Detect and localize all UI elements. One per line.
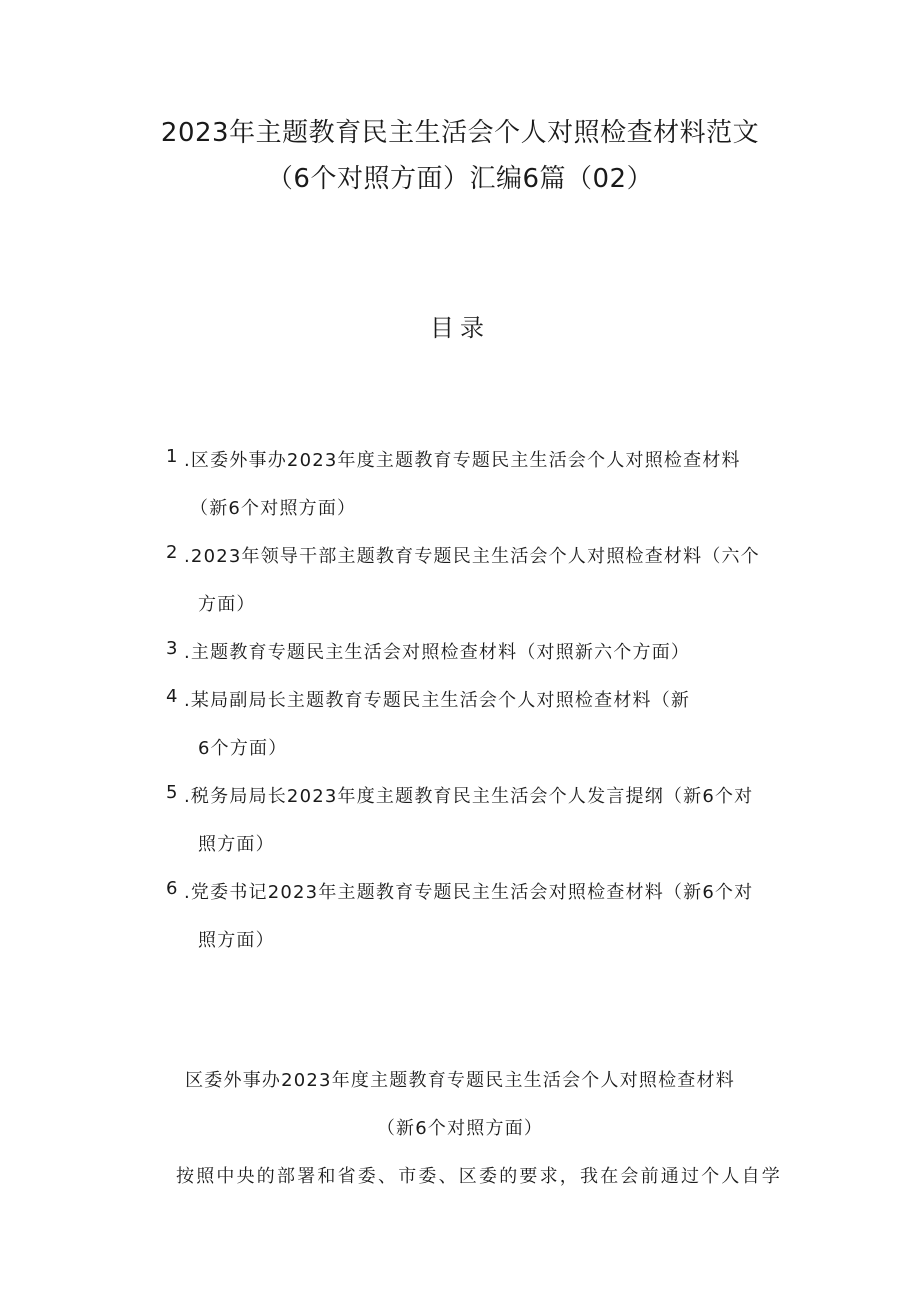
toc-item-text-continued: 照方面） [198,930,275,951]
toc-item-text-continued: （新6个对照方面） [190,498,357,519]
toc-item-text-continued: 6个方面） [198,738,288,759]
toc-item-number: 1 [166,446,179,467]
toc-item-number: 5 [166,782,179,803]
document-title-line-1: 2023年主题教育民主生活会个人对照检查材料范文 [160,118,760,148]
section-title-line-2: （新6个对照方面） [376,1118,544,1139]
section-title-line-1: 区委外事办2023年度主题教育专题民主生活会个人对照检查材料 [185,1070,735,1091]
toc-item-number: 6 [166,878,179,899]
toc-item-text: .税务局局长2023年度主题教育民主生活会个人发言提纲（新6个对 [184,786,754,807]
section-paragraph: 按照中央的部署和省委、市委、区委的要求，我在会前通过个人自学 [176,1166,782,1187]
toc-item-text: .主题教育专题民主生活会对照检查材料（对照新六个方面） [184,642,691,663]
toc-item-text: .党委书记2023年主题教育专题民主生活会对照检查材料（新6个对 [184,882,754,903]
toc-item-number: 2 [166,542,179,563]
toc-item-number: 4 [166,686,179,707]
toc-item-number: 3 [166,638,179,659]
toc-heading: 目录 [430,314,490,342]
toc-item-text: .某局副局长主题教育专题民主生活会个人对照检查材料（新 [184,690,691,711]
toc-item-text: .区委外事办2023年度主题教育专题民主生活会个人对照检查材料 [184,450,741,471]
toc-item-text-continued: 照方面） [198,834,275,855]
document-title-line-2: （6个对照方面）汇编6篇（02） [266,164,654,194]
toc-item-text-continued: 方面） [198,594,256,615]
toc-item-text: .2023年领导干部主题教育专题民主生活会个人对照检查材料（六个 [184,546,760,567]
